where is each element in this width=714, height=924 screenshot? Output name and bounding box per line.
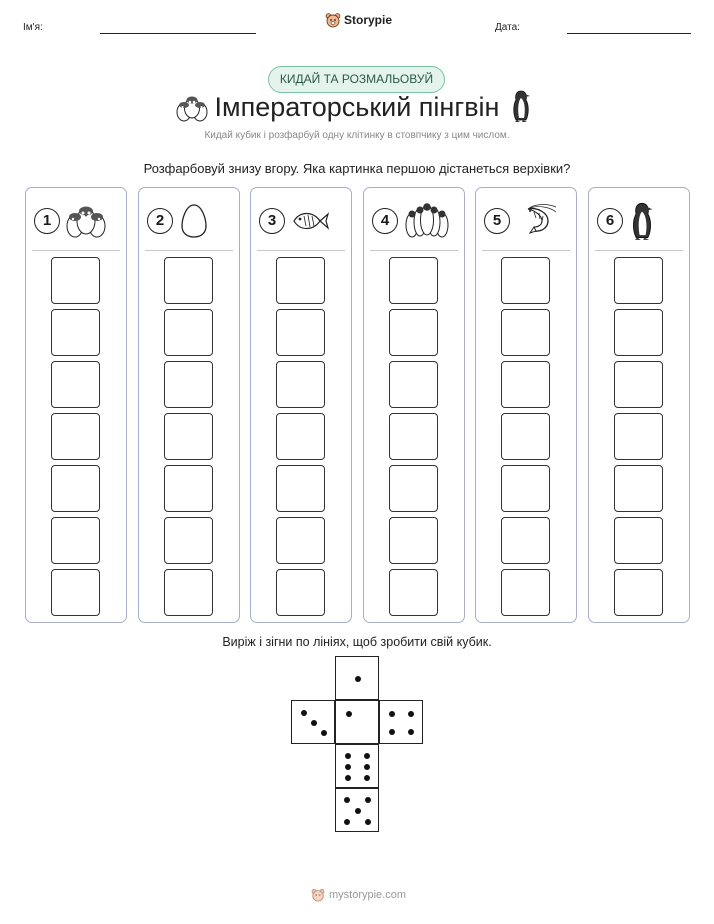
- storypie-bear-icon: [325, 12, 341, 28]
- penguin-huddle-icon: [404, 202, 450, 240]
- column-1: [25, 187, 127, 623]
- column-4: [363, 187, 465, 623]
- color-cell[interactable]: [389, 465, 438, 512]
- name-label: Ім'я:: [23, 22, 43, 33]
- color-cell[interactable]: [614, 257, 663, 304]
- die-face-five: [335, 788, 379, 832]
- color-cell[interactable]: [276, 569, 325, 616]
- date-label: Дата:: [495, 22, 520, 33]
- column-6: [588, 187, 690, 623]
- color-cell[interactable]: [614, 361, 663, 408]
- color-cell[interactable]: [501, 309, 550, 356]
- color-cell[interactable]: [164, 517, 213, 564]
- column-header: [597, 201, 655, 241]
- shrimp-icon: [516, 203, 558, 239]
- column-divider: [145, 250, 233, 251]
- die-pip: [345, 764, 351, 770]
- column-divider: [370, 250, 458, 251]
- color-cell[interactable]: [164, 257, 213, 304]
- color-cell[interactable]: [276, 413, 325, 460]
- color-cell[interactable]: [276, 257, 325, 304]
- date-field[interactable]: [567, 33, 691, 34]
- die-pip: [346, 711, 352, 717]
- column-divider: [257, 250, 345, 251]
- die-pip: [321, 730, 327, 736]
- color-cell[interactable]: [614, 309, 663, 356]
- die-face-one: [335, 700, 379, 744]
- die-pip: [355, 808, 361, 814]
- color-cell[interactable]: [389, 309, 438, 356]
- color-cell[interactable]: [51, 517, 100, 564]
- color-cell[interactable]: [389, 361, 438, 408]
- color-cell[interactable]: [51, 257, 100, 304]
- die-face-four: [379, 700, 423, 744]
- die-pip: [365, 819, 371, 825]
- brand-logo: [325, 12, 392, 28]
- number-badge: 6: [597, 208, 623, 234]
- column-divider: [32, 250, 120, 251]
- column-header: [484, 201, 558, 241]
- die-pip: [364, 764, 370, 770]
- die-face-one: [335, 656, 379, 700]
- die-pip: [365, 797, 371, 803]
- die-pip: [344, 819, 350, 825]
- color-cell[interactable]: [51, 413, 100, 460]
- color-cell[interactable]: [51, 309, 100, 356]
- die-pip: [345, 775, 351, 781]
- column-3: [250, 187, 352, 623]
- die-face-six: [335, 744, 379, 788]
- color-cell[interactable]: [276, 517, 325, 564]
- color-cell[interactable]: [614, 413, 663, 460]
- die-pip: [311, 720, 317, 726]
- column-divider: [595, 250, 683, 251]
- color-cell[interactable]: [51, 361, 100, 408]
- column-header: [372, 201, 450, 241]
- column-header: [147, 201, 209, 241]
- color-cell[interactable]: [276, 465, 325, 512]
- color-cell[interactable]: [501, 257, 550, 304]
- color-cell[interactable]: [276, 361, 325, 408]
- column-header: [34, 201, 106, 241]
- cut-instruction: Виріж і зігни по лініях, щоб зробити свій кубик.: [222, 635, 492, 649]
- color-cell[interactable]: [614, 569, 663, 616]
- number-badge: 4: [372, 208, 398, 234]
- die-pip: [355, 676, 361, 682]
- footer: [311, 888, 406, 902]
- fish-icon: [291, 206, 331, 236]
- number-badge: 5: [484, 208, 510, 234]
- color-cell[interactable]: [501, 413, 550, 460]
- color-cell[interactable]: [164, 569, 213, 616]
- color-cell[interactable]: [501, 569, 550, 616]
- brand-name: Storypie: [344, 13, 393, 27]
- column-2: [138, 187, 240, 623]
- coloring-instruction: Розфарбовуй знизу вгору. Яка картинка першою дістанеться верхівки?: [143, 161, 571, 176]
- die-pip: [344, 797, 350, 803]
- color-cell[interactable]: [501, 465, 550, 512]
- die-pip: [408, 711, 414, 717]
- storypie-bear-icon: [311, 888, 325, 902]
- color-cell[interactable]: [501, 517, 550, 564]
- die-face-three: [291, 700, 335, 744]
- emperor-penguin-icon: [629, 201, 655, 241]
- color-cell[interactable]: [164, 465, 213, 512]
- column-header: [259, 201, 331, 241]
- emperor-penguin-icon: [510, 89, 532, 123]
- color-cell[interactable]: [389, 569, 438, 616]
- name-field[interactable]: [100, 33, 256, 34]
- color-cell[interactable]: [614, 465, 663, 512]
- color-cell[interactable]: [614, 517, 663, 564]
- die-pip: [345, 753, 351, 759]
- color-cell[interactable]: [389, 517, 438, 564]
- die-pip: [408, 729, 414, 735]
- column-divider: [482, 250, 570, 251]
- footer-website[interactable]: mystorypie.com: [329, 889, 407, 901]
- color-cell[interactable]: [501, 361, 550, 408]
- page-title: Імператорський пінгвін: [214, 92, 500, 122]
- color-cell[interactable]: [164, 309, 213, 356]
- activity-badge: КИДАЙ ТА РОЗМАЛЬОВУЙ: [268, 66, 445, 93]
- die-pip: [301, 710, 307, 716]
- number-badge: 3: [259, 208, 285, 234]
- die-pip: [389, 711, 395, 717]
- page-subtitle: Кидай кубик і розфарбуй одну клітинку в стовпчику з цим числом.: [204, 130, 510, 141]
- color-cell[interactable]: [164, 361, 213, 408]
- penguin-chicks-icon: [66, 202, 106, 240]
- die-pip: [364, 753, 370, 759]
- number-badge: 2: [147, 208, 173, 234]
- egg-icon: [179, 202, 209, 240]
- color-cell[interactable]: [51, 569, 100, 616]
- column-5: [475, 187, 577, 623]
- number-badge: 1: [34, 208, 60, 234]
- color-cell[interactable]: [389, 413, 438, 460]
- color-cell[interactable]: [389, 257, 438, 304]
- die-pip: [364, 775, 370, 781]
- die-pip: [389, 729, 395, 735]
- color-cell[interactable]: [276, 309, 325, 356]
- color-cell[interactable]: [51, 465, 100, 512]
- color-cell[interactable]: [164, 413, 213, 460]
